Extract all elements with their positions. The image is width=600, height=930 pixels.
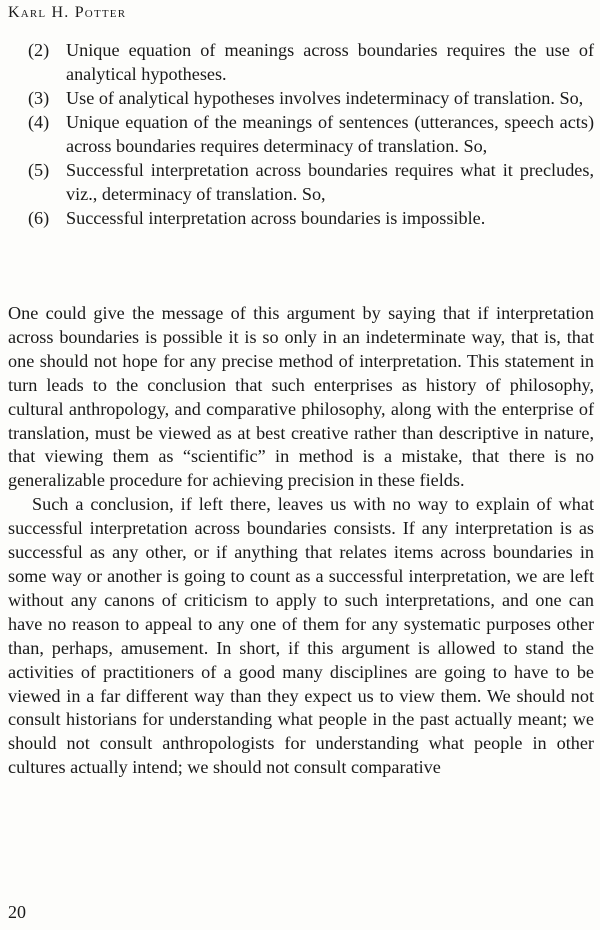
step-number: (6) bbox=[28, 208, 50, 228]
argument-step bbox=[28, 158, 594, 206]
step-number: (2) bbox=[28, 40, 50, 60]
argument-steps-list bbox=[28, 38, 594, 230]
step-text: Successful interpretation across boundaries is impossible. bbox=[66, 208, 486, 228]
step-text: Unique equation of the meanings of sentences (utterances, speech acts) across boundaries requires determinacy of translation. So, bbox=[66, 112, 594, 156]
step-text: Successful interpretation across boundaries requires what it precludes, viz., determinacy of translation. So, bbox=[66, 160, 594, 204]
body-text bbox=[8, 302, 594, 780]
step-text: Unique equation of meanings across boundaries requires the use of analytical hypotheses. bbox=[66, 40, 594, 84]
argument-step bbox=[28, 38, 594, 86]
argument-step bbox=[28, 206, 594, 230]
paragraph: Such a conclusion, if left there, leaves us with no way to explain of what successful interpretation across boundaries consists. If any interpretation is as successful as any other, or if anything that relates items across boundaries in some way or another is going to count as a successful interpretation, we are left without any canons of criticism to apply to such interpretations, and one can have no reason to appeal to any one of them for any systematic purposes other than, perhaps, amusement. In short, if this argument is allowed to stand the activities of practitioners of a good many disciplines are going to have to be viewed in a far different way than they expect us to view them. We should not consult historians for understanding what people in the past actually meant; we should not consult anthropologists for understanding what people in other cultures actually intend; we should not consult comparative bbox=[8, 494, 594, 778]
step-text: Use of analytical hypotheses involves indeterminacy of translation. So, bbox=[66, 88, 584, 108]
step-number: (3) bbox=[28, 88, 50, 108]
running-head: Karl H. Potter bbox=[8, 4, 127, 21]
argument-step bbox=[28, 86, 594, 110]
paragraph: One could give the message of this argument by saying that if interpretation across boundaries is possible it is so only in an indeterminate way, that is, that one should not hope for any precise method of interpretation. This statement in turn leads to the conclusion that such enterprises as history of philosophy, cultural anthropology, and comparative philosophy, along with the enterprise of translation, must be viewed as at best creative rather than descriptive in nature, that viewing them as “scientific” in method is a mistake, that there is no generalizable procedure for achieving precision in these fields. bbox=[8, 303, 594, 491]
step-number: (5) bbox=[28, 160, 50, 180]
page-number: 20 bbox=[8, 902, 26, 922]
step-number: (4) bbox=[28, 112, 50, 132]
argument-step bbox=[28, 110, 594, 158]
